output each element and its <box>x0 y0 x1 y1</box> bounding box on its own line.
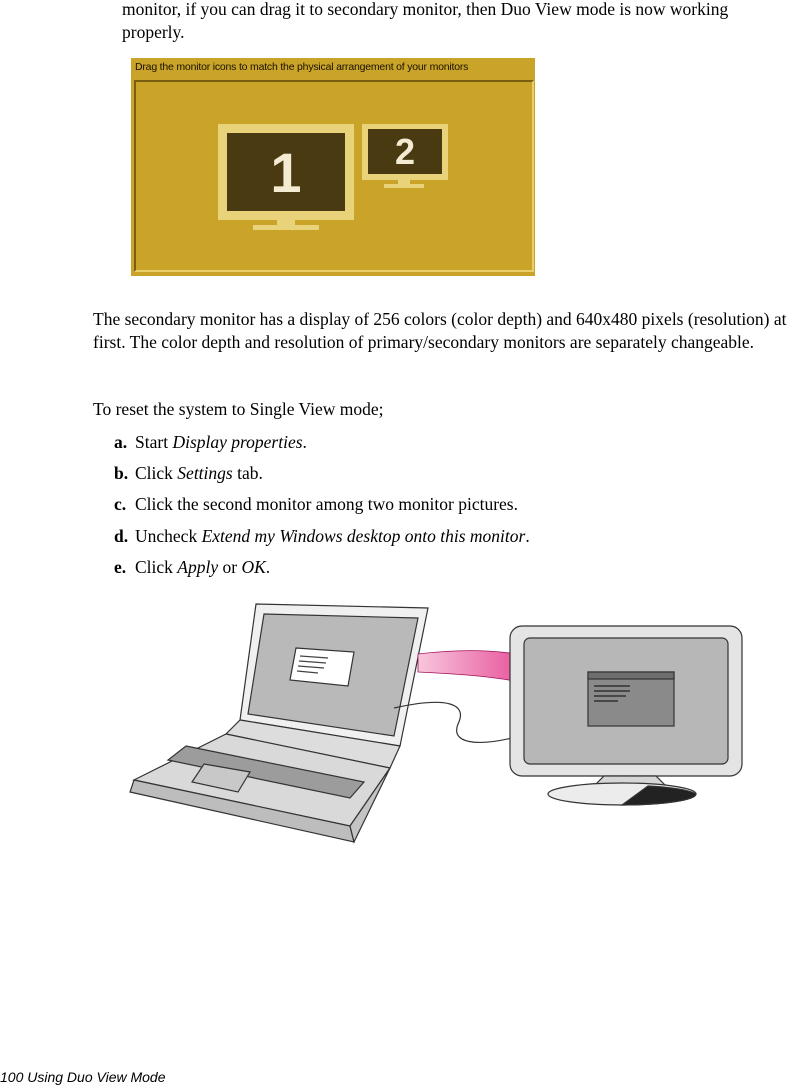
monitor-2-label: 2 <box>368 129 442 174</box>
step-text-end: . <box>265 557 271 577</box>
step-emphasis: Display properties <box>172 432 303 452</box>
display-settings-screenshot <box>131 58 535 276</box>
step-emphasis: Apply <box>177 557 219 577</box>
step-letter: a. <box>114 432 128 452</box>
step-text: Uncheck <box>135 526 202 546</box>
monitor-1-base <box>253 225 319 230</box>
step-text: Click the second monitor among two monitor pictures. <box>135 494 518 514</box>
step-b <box>114 462 263 485</box>
monitor-2-icon[interactable] <box>362 124 448 180</box>
step-letter: e. <box>114 557 127 577</box>
color-depth-paragraph: The secondary monitor has a display of 256 colors (color depth) and 640x480 pixels (resolution) at first. The color depth and resolution of primary/secondary monitors are separately changeable. <box>93 309 787 352</box>
step-a <box>114 431 307 454</box>
step-emphasis-2: OK <box>241 557 266 577</box>
step-text-end: . <box>525 526 530 546</box>
monitor-2-base <box>384 184 424 188</box>
intro-paragraph: monitor, if you can drag it to secondary monitor, then Duo View mode is now working properly. <box>122 0 729 42</box>
monitor-1-label: 1 <box>227 133 345 211</box>
step-c <box>114 493 518 516</box>
reset-paragraph: To reset the system to Single View mode; <box>93 399 384 419</box>
laptop-icon <box>130 604 428 842</box>
step-text: Click <box>135 463 178 483</box>
laptop-to-monitor-illustration <box>128 596 748 856</box>
step-text-mid: or <box>218 557 242 577</box>
screenshot-caption: Drag the monitor icons to match the physical arrangement of your monitors <box>135 61 469 73</box>
monitor-1-icon[interactable] <box>218 124 354 220</box>
step-text: Click <box>135 557 178 577</box>
page-footer: 100 Using Duo View Mode <box>0 1069 166 1085</box>
step-letter: d. <box>114 526 129 546</box>
step-text-end: . <box>302 432 307 452</box>
external-monitor-icon <box>510 626 742 805</box>
step-emphasis: Settings <box>177 463 233 483</box>
step-text-end: tab. <box>232 463 263 483</box>
step-letter: c. <box>114 494 127 514</box>
step-letter: b. <box>114 463 129 483</box>
step-text: Start <box>135 432 173 452</box>
step-emphasis: Extend my Windows desktop onto this monitor <box>201 526 526 546</box>
step-e <box>114 556 270 579</box>
step-d <box>114 525 530 548</box>
